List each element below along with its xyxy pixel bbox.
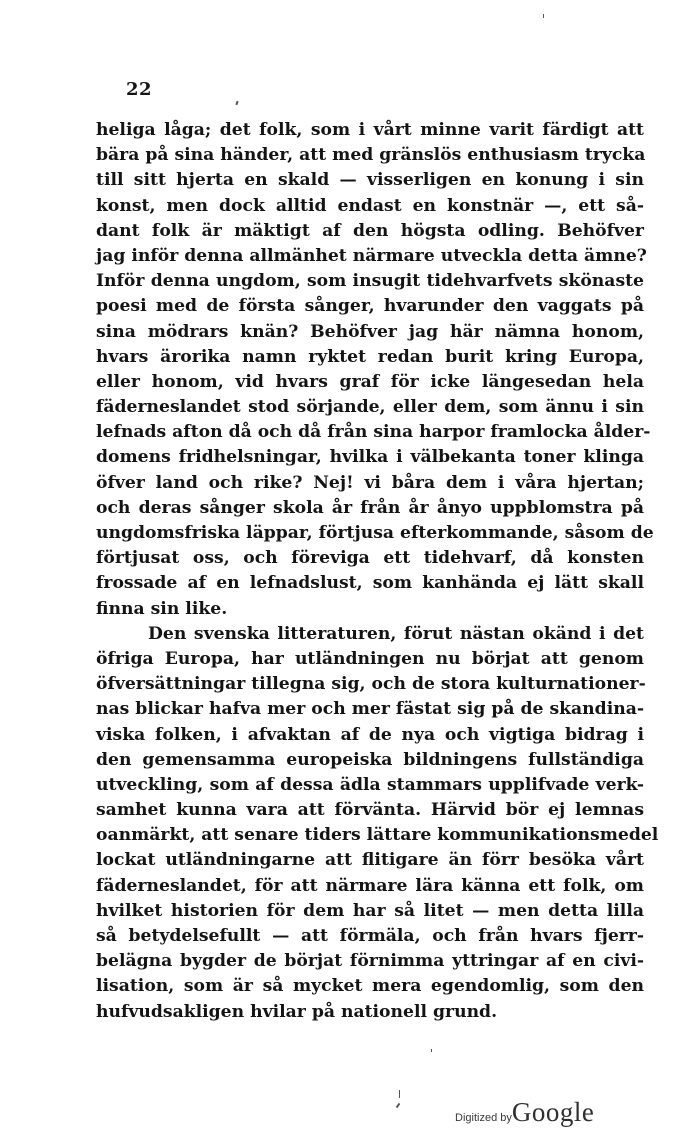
text-line: utveckling, som af dessa ädla stammars upplifvade verk- [96, 774, 644, 795]
scan-speck [543, 14, 544, 18]
text-line: oanmärkt, att senare tiders lättare kommunikationsmedel [96, 825, 659, 846]
text-line: frossade af en lefnadslust, som kanhända ej lätt skall [96, 573, 644, 594]
text-line: Inför denna ungdom, som insugit tidehvarfvets skönaste [96, 271, 644, 292]
scan-speck [431, 1049, 432, 1052]
text-line: fäderneslandet, för att närmare lära känna ett folk, om [96, 875, 644, 896]
google-logo: Google [511, 1097, 595, 1127]
text-line: heliga låga; det folk, som i vårt minne varit färdigt att [96, 120, 644, 140]
text-line: hvars ärorika namn ryktet redan burit kring Europa, [96, 346, 644, 367]
text-line: Den svenska litteraturen, förut nästan okänd i det [148, 623, 644, 644]
text-line: så betydelsefullt — att förmäla, och från hvars fjerr- [96, 926, 644, 946]
text-line: konst, men dock alltid endast en konstnär —, ett så- [96, 195, 644, 216]
text-line: hvilket historien för dem har så litet — men detta lilla [96, 900, 644, 921]
paragraph-2 [96, 622, 659, 1025]
scan-speck [399, 1090, 400, 1098]
text-line: öfriga Europa, har utländningen nu börjat att genom [96, 648, 644, 669]
text-line: poesi med de första sånger, hvarunder den vaggats på [96, 296, 644, 317]
text-line: sina mödrars knän? Behöfver jag här nämna honom, [96, 321, 644, 342]
text-line: nas blickar hafva mer och mer fästat sig på de skandina- [96, 699, 644, 720]
text-line: hufvudsakligen hvilar på nationell grund. [96, 1001, 498, 1022]
text-line: lisation, som är så mycket mera egendomlig, som den [96, 976, 644, 997]
text-line: lefnads afton då och då från sina harpor framlocka ålder- [96, 422, 651, 443]
text-line: öfver land och rike? Nej! vi båra dem i våra hjertan; [96, 472, 644, 493]
text-line: dant folk är mäktigt af den högsta odling. Behöfver [96, 220, 644, 241]
digitization-watermark [455, 1097, 594, 1128]
text-line: jag inför denna allmänhet närmare utveckla detta ämne? [96, 245, 647, 266]
text-line: lockat utländningarne att flitigare än förr besöka vårt [96, 850, 644, 871]
page-number: 22 [126, 79, 153, 100]
text-line: till sitt hjerta en skald — visserligen en konung i sin [96, 170, 644, 191]
paragraph-1 [96, 118, 654, 622]
text-line: bära på sina händer, att med gränslös enthusiasm trycka [96, 145, 646, 166]
scan-speck [396, 1103, 401, 1108]
text-line: och deras sånger skola år från år ånyo uppblomstra på [96, 497, 644, 518]
body-text [96, 118, 659, 1025]
text-line: fäderneslandet stod sörjande, eller dem, som ännu i sin [96, 397, 644, 418]
digitized-by-label: Digitized by [455, 1112, 512, 1124]
text-line: öfversättningar tillegna sig, och de stora kulturnationer- [96, 674, 646, 695]
text-line: förtjusat oss, och föreviga ett tidehvarf, då konsten [96, 548, 644, 569]
text-line: samhet kunna vara att förvänta. Härvid bör ej lemnas [96, 800, 644, 821]
text-line: ungdomsfriska läppar, förtjusa efterkommande, såsom de [96, 523, 654, 543]
text-line: finna sin like. [96, 598, 228, 619]
text-line: belägna bygder de börjat förnimma yttringar af en civi- [96, 951, 644, 972]
scan-speck [235, 101, 238, 105]
text-line: domens fridhelsningar, hvilka i välbekanta toner klinga [96, 447, 644, 468]
text-line: den gemensamma europeiska bildningens fullständiga [96, 749, 644, 770]
text-line: viska folken, i afvaktan af de nya och vigtiga bidrag i [96, 724, 644, 745]
text-line: eller honom, vid hvars graf för icke längesedan hela [96, 371, 644, 392]
